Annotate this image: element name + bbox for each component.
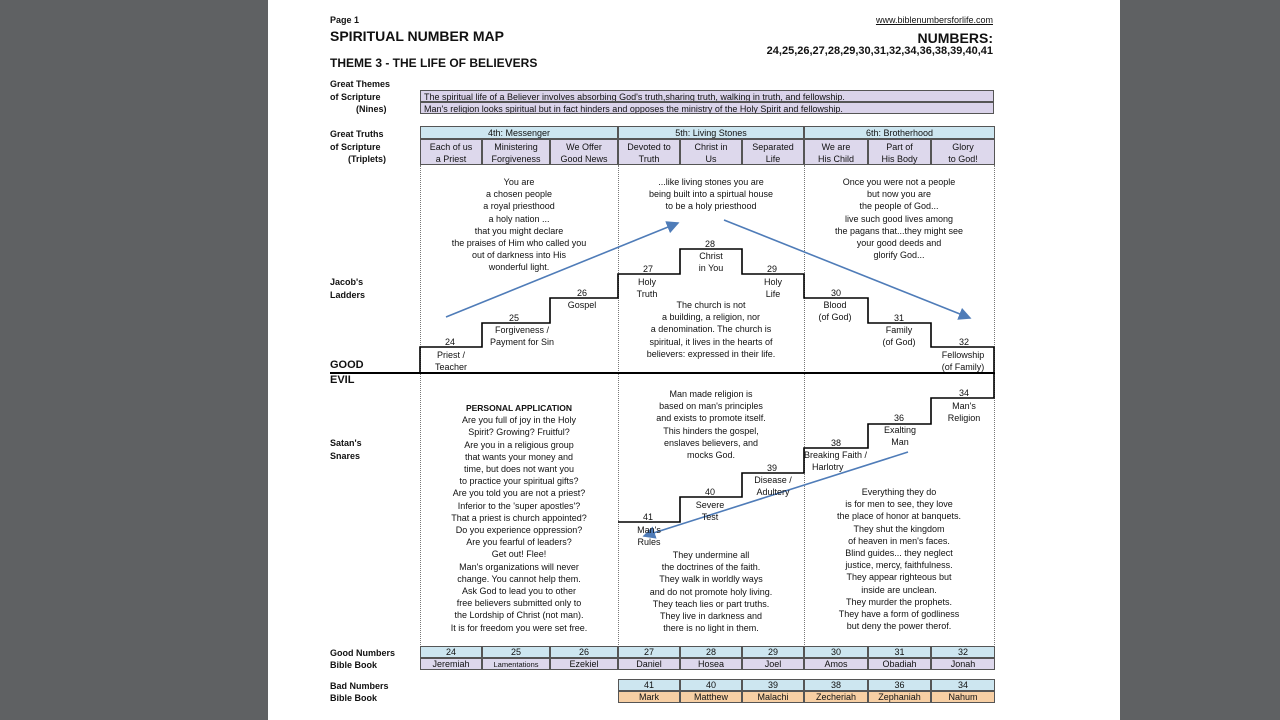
step-number: 34 <box>958 388 969 398</box>
personal-application: PERSONAL APPLICATION Are you full of joy in the Holy Spirit? Growing? Fruitful? Are you in a religious group that wants your money and time, but does not want you to practice your spiritual gifts? Are you told you are not a priest? Inferior to the 'super apostles'? That a priest is church appointed? Do you experience oppression? Are you fearful of leaders? Get out! Flee! Man's organizations will never change. You cannot help them. Ask God to lead you to other free believers submitted only to the Lordship of Christ (not man). It is for freedom you were set free. <box>420 402 618 634</box>
step-number: 29 <box>766 264 777 274</box>
good-book-cell: Ezekiel <box>550 658 618 670</box>
great-truths-label: Great Truths of Scripture (Triplets) <box>330 129 387 164</box>
personal-application-heading: PERSONAL APPLICATION <box>465 403 573 413</box>
bad-book-cell: Zecheriah <box>804 691 868 703</box>
numbers-list: 24,25,26,27,28,29,30,31,32,34,36,38,39,40,41 <box>766 45 993 57</box>
bad-book-cell: Malachi <box>742 691 804 703</box>
good-book-cell: Obadiah <box>868 658 931 670</box>
step-number: 32 <box>958 337 969 347</box>
bad-number-cell: 34 <box>931 679 995 691</box>
theme-line-2: Man's religion looks spiritual but in fact hinders and opposes the ministry of the Holy Spirit and fellowship. <box>420 102 994 114</box>
step-label: Severe Test <box>695 500 725 522</box>
step-number: 25 <box>508 313 519 323</box>
good-book-cell: Amos <box>804 658 868 670</box>
undermine-block: They undermine all the doctrines of the faith. They walk in worldly ways and do not promote holy living. They teach lies or part truths. They live in darkness and there is no light in them. <box>649 550 773 634</box>
good-number-cell: 31 <box>868 646 931 658</box>
step-label: Man's Religion <box>947 401 981 423</box>
jacobs-ladders-label: Jacob's Ladders <box>330 277 366 300</box>
good-numbers-label: Good Numbers Bible Book <box>330 648 396 670</box>
step-number: 27 <box>642 264 653 274</box>
bad-book-cell: Matthew <box>680 691 742 703</box>
step-label: Gospel <box>567 300 597 310</box>
good-number-cell: 25 <box>482 646 550 658</box>
good-book-cell: Hosea <box>680 658 742 670</box>
triplet-cell: We Offer Good News <box>550 139 618 165</box>
good-book-cell: Lamentations <box>482 658 550 670</box>
bad-book-cell: Nahum <box>931 691 995 703</box>
truth-header-messenger: 4th: Messenger <box>420 126 618 139</box>
document-page <box>268 0 1120 720</box>
good-label: GOOD <box>330 359 364 371</box>
bad-number-cell: 40 <box>680 679 742 691</box>
step-number: 41 <box>642 512 653 522</box>
step-number: 30 <box>830 288 841 298</box>
step-label: Breaking Faith / Harlotry <box>804 450 868 472</box>
verse-block-middle: ...like living stones you are being built into a spirtual house to be a holy priesthood <box>648 177 774 212</box>
bad-number-cell: 41 <box>618 679 680 691</box>
good-number-cell: 26 <box>550 646 618 658</box>
good-book-cell: Daniel <box>618 658 680 670</box>
good-number-cell: 30 <box>804 646 868 658</box>
verse-block-left: You are a chosen people a royal priesthood a holy nation ... that you might declare the praises of Him who called you out of darkness into His wonderful light. <box>451 177 587 273</box>
great-themes-label: Great Themes of Scripture (Nines) <box>330 79 391 114</box>
good-number-cell: 28 <box>680 646 742 658</box>
bad-number-cell: 38 <box>804 679 868 691</box>
triplet-cell: We are His Child <box>804 139 868 165</box>
step-number: 26 <box>576 288 587 298</box>
good-number-cell: 27 <box>618 646 680 658</box>
step-number: 40 <box>704 487 715 497</box>
step-label: Fellowship (of Family) <box>941 350 985 372</box>
good-book-cell: Jonah <box>931 658 995 670</box>
man-made-religion: Man made religion is based on man's principles and exists to promote itself. This hinders the gospel, enslaves believers, and mocks God. <box>656 389 766 461</box>
step-number: 28 <box>704 239 715 249</box>
bad-book-cell: Mark <box>618 691 680 703</box>
triplet-cell: Ministering Forgiveness <box>482 139 550 165</box>
triplet-cell: Part of His Body <box>868 139 931 165</box>
step-label: Holy Life <box>763 277 782 299</box>
triplet-cell: Devoted to Truth <box>618 139 680 165</box>
step-label: Exalting Man <box>883 425 917 447</box>
church-definition: The church is not a building, a religion, nor a denomination. The church is spiritual, it lives in the hearts of believers: expressed in their life. <box>646 300 776 359</box>
bad-number-cell: 36 <box>868 679 931 691</box>
bad-numbers-label: Bad Numbers Bible Book <box>330 681 389 703</box>
website-link[interactable]: www.biblenumbersforlife.com <box>875 15 993 25</box>
theme-subtitle: THEME 3 - THE LIFE OF BELIEVERS <box>330 56 538 70</box>
page-title: SPIRITUAL NUMBER MAP <box>330 28 504 44</box>
triplet-cell: Separated Life <box>742 139 804 165</box>
triplet-cell: Christ in Us <box>680 139 742 165</box>
pharisees-block: Everything they do is for men to see, they love the place of honor at banquets. They shut the kingdom of heaven in men's faces. Blind guides... they neglect justice, mercy, faithfulness. They appear righteous but inside are unclean. They murder the prophets. They have a form of godliness but deny the power therof. <box>836 487 962 632</box>
truth-header-living-stones: 5th: Living Stones <box>618 126 804 139</box>
good-number-cell: 32 <box>931 646 995 658</box>
triplet-cell: Each of us a Priest <box>420 139 482 165</box>
truth-header-brotherhood: 6th: Brotherhood <box>804 126 995 139</box>
step-number: 24 <box>444 337 455 347</box>
good-book-cell: Jeremiah <box>420 658 482 670</box>
step-label: Forgiveness / Payment for Sin <box>489 325 555 347</box>
step-label: Man's Rules <box>637 525 661 547</box>
step-number: 38 <box>830 438 841 448</box>
step-number: 31 <box>893 313 904 323</box>
good-book-cell: Joel <box>742 658 804 670</box>
bad-number-cell: 39 <box>742 679 804 691</box>
triplet-cell: Glory to God! <box>931 139 995 165</box>
step-label: Christ in You <box>698 251 724 273</box>
step-label: Priest / Teacher <box>434 350 468 372</box>
numbers-label: NUMBERS: <box>917 30 993 46</box>
good-number-cell: 29 <box>742 646 804 658</box>
bad-book-cell: Zephaniah <box>868 691 931 703</box>
page-label: Page 1 <box>330 15 360 25</box>
step-number: 39 <box>766 463 777 473</box>
good-number-cell: 24 <box>420 646 482 658</box>
evil-label: EVIL <box>330 374 355 386</box>
step-label: Holy Truth <box>636 277 658 299</box>
step-number: 36 <box>893 413 904 423</box>
satans-snares-label: Satan's Snares <box>330 438 362 461</box>
verse-block-right: Once you were not a people but now you are the people of God... live such good lives among the pagans that...they might see your good deeds and glorify God... <box>834 177 964 261</box>
step-label: Disease / Adultery <box>754 475 792 497</box>
step-label: Blood (of God) <box>818 300 852 322</box>
theme-line-1: The spiritual life of a Believer involves absorbing God's truth,sharing truth, walking in truth, and fellowship. <box>420 90 994 102</box>
step-label: Family (of God) <box>882 325 916 347</box>
